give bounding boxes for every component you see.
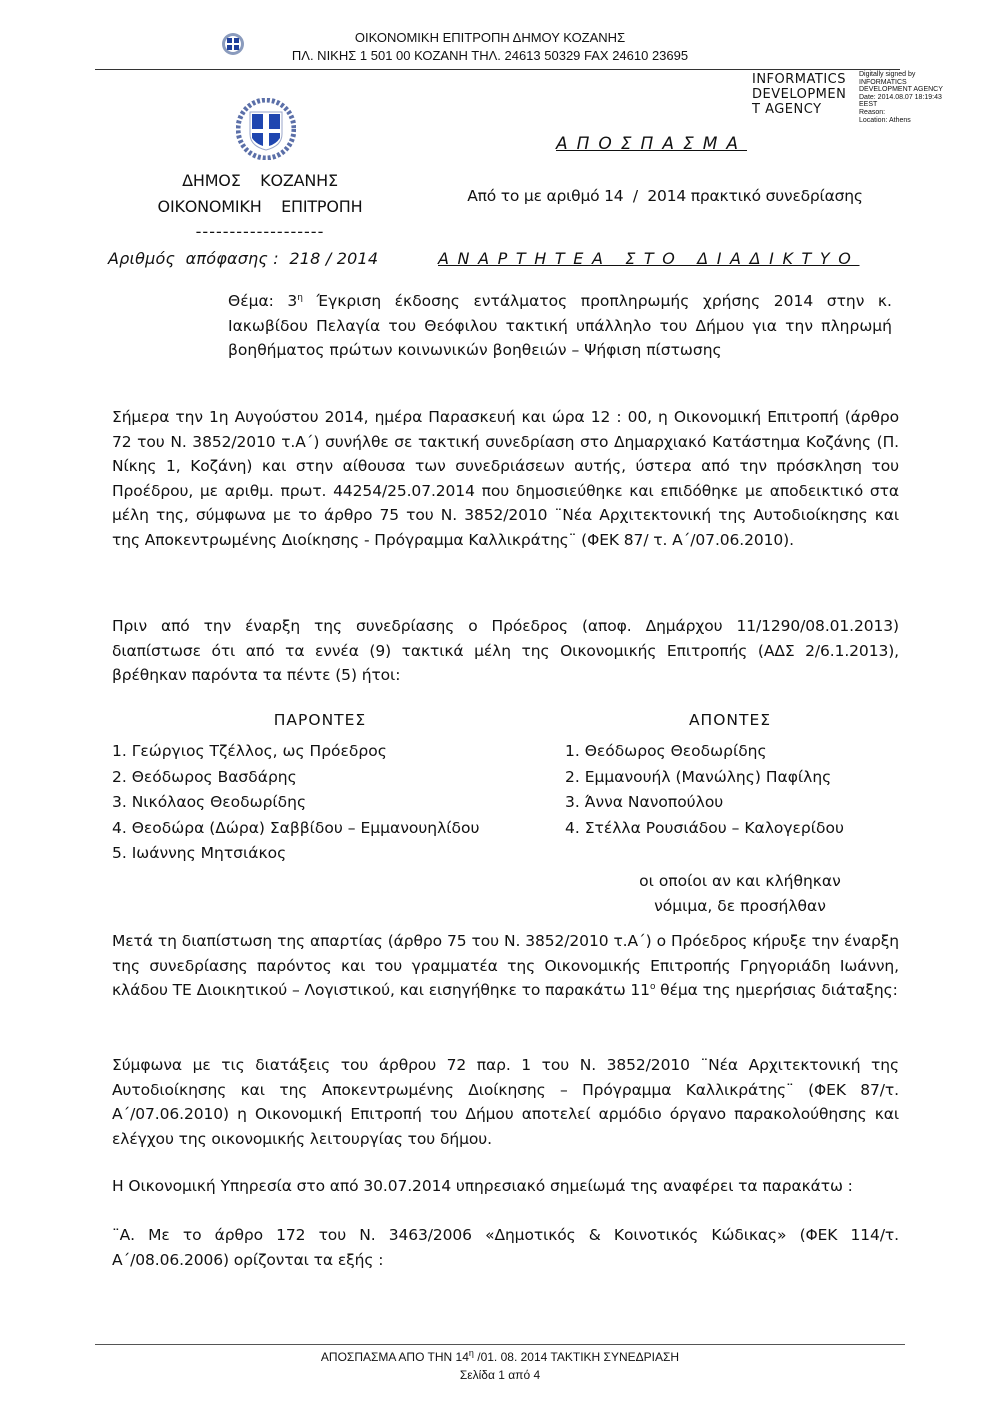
absent-note-line: οι οποίοι αν και κλήθηκαν bbox=[639, 872, 841, 890]
header-line-2: ΠΛ. ΝΙΚΗΣ 1 501 00 ΚΟΖΑΝΗ ΤΗΛ. 24613 50329 FAX 24610 23695 bbox=[291, 48, 689, 63]
footer-text-end: /01. 08. 2014 ΤΑΚΤΙΚΗ ΣΥΝΕΔΡΙΑΣΗ bbox=[473, 1350, 680, 1364]
absent-note-line: νόμιμα, δε προσήλθαν bbox=[654, 897, 826, 915]
signature-agency-line: INFORMATICS bbox=[752, 72, 847, 87]
footer-text: ΑΠΟΣΠΑΣΜΑ ΑΠΟ ΤΗΝ 14 bbox=[320, 1350, 469, 1364]
subject-sup: η bbox=[297, 292, 303, 303]
header-emblem-small bbox=[221, 32, 245, 56]
header-rule bbox=[95, 69, 900, 70]
present-member: 4. Θεοδώρα (Δώρα) Σαββίδου – Εμμανουηλίδου bbox=[112, 818, 480, 837]
footer-rule bbox=[95, 1344, 905, 1345]
paragraph-meeting-intro: Σήμερα την 1η Αυγούστου 2014, ημέρα Παρασκευή και ώρα 12 : 00, η Οικονομική Επιτροπή (άρθρο 72 του Ν. 3852/2010 τ.Α΄) συνήλθε σε τακτική συνεδρίαση στο Δημαρχιακό Κατάστημα Κοζάνης (Π. Νίκης 1, Κοζάνη) και στην αίθουσα των συνεδριάσεων αυτής, ύστερα από την πρόσκληση του Προέδρου, με αριθμ. πρωτ. 44254/25.07.2014 που δημοσιεύθηκε και επιδόθηκε με αποδεικτικό στα μέλη της, σύμφωνα με το άρθρο 75 του Ν. 3852/2010 ¨Νέα Αρχιτεκτονική της Αυτοδιοίκησης και της Αποκεντρωμένης Διοίκησης - Πρόγραμμα Καλλικράτης¨ (ΦΕΚ 87/ τ. Α΄/07.06.2010). bbox=[112, 408, 899, 549]
signature-detail-line: DEVELOPMENT AGENCY bbox=[859, 86, 943, 94]
minutes-reference: Από το με αριθμό 14 / 2014 πρακτικό συνεδρίασης bbox=[467, 187, 863, 205]
paragraph-legal-basis: Σύμφωνα με τις διατάξεις του άρθρου 72 παρ. 1 του Ν. 3852/2010 ¨Νέα Αρχιτεκτονική της Αυτοδιοίκησης και της Αποκεντρωμένης Διοίκησης – Πρόγραμμα Καλλικράτης¨ (ΦΕΚ 87/τ. Α΄/07.06.2010) η Οικονομική Επιτροπή του Δήμου αποτελεί αρμόδιο όργανο παρακολούθησης και ελέγχου της οικονομικής λειτουργίας του δήμου. bbox=[112, 1056, 899, 1148]
publish-notice: ΑΝΑΡΤΗΤΕΑ ΣΤΟ ΔΙΑΔΙΚΤΥΟ bbox=[438, 249, 860, 268]
present-member: 3. Νικόλαος Θεοδωρίδης bbox=[112, 793, 307, 811]
signature-detail-line: EEST bbox=[859, 101, 878, 109]
paragraph-agenda-sup: ο bbox=[649, 981, 656, 992]
signature-agency-line: DEVELOPMEN bbox=[752, 87, 847, 102]
page-number: Σελίδα 1 από 4 bbox=[459, 1368, 541, 1382]
paragraph-agenda bbox=[112, 929, 899, 1003]
dash-separator: ------------------- bbox=[195, 222, 325, 241]
paragraph-quorum: Πριν από την έναρξη της συνεδρίασης ο Πρόεδρος (αποφ. Δημάρχου 11/1290/08.01.2013) διαπίστωσε ότι από τα εννέα (9) τακτικά μέλη της Οικονομικής Επιτροπής (ΑΔΣ 2/6.1.2013), βρέθηκαν παρόντα τα πέντε (5) ήτοι: bbox=[112, 617, 899, 684]
municipality-name: ΔΗΜΟΣ ΚΟΖΑΝΗΣ bbox=[182, 171, 338, 190]
absent-heading: ΑΠΟΝΤΕΣ bbox=[688, 711, 772, 729]
signature-details bbox=[859, 71, 943, 124]
present-member: 2. Θεόδωρος Βασδάρης bbox=[112, 767, 297, 786]
absent-list bbox=[565, 739, 844, 841]
coat-of-arms-icon bbox=[236, 98, 296, 160]
header-line-1: ΟΙΚΟΝΟΜΙΚΗ ΕΠΙΤΡΟΠΗ ΔΗΜΟΥ ΚΟΖΑΝΗΣ bbox=[354, 30, 626, 45]
signature-detail-line: Location: Athens bbox=[859, 116, 911, 124]
paragraph-agenda-text: Μετά τη διαπίστωση της απαρτίας (άρθρο 75 του Ν. 3852/2010 τ.Α΄) ο Πρόεδρος κήρυξε την έναρξη της συνεδρίασης παρόντος και του γραμματέα της Οικονομικής Επιτροπής Γρηγοριάδη Ιωάννη, κλάδου ΤΕ Διοικητικού – Λογιστικού, και εισηγήθηκε το παρακάτω 11 bbox=[112, 932, 899, 999]
absent-member: 3. Άννα Νανοπούλου bbox=[565, 793, 724, 811]
decision-number: Αριθμός απόφασης : 218 / 2014 bbox=[108, 249, 379, 268]
absent-member: 2. Εμμανουήλ (Μανώλης) Παφίλης bbox=[565, 767, 832, 786]
absent-member: 4. Στέλλα Ρουσιάδου – Καλογερίδου bbox=[565, 818, 844, 837]
footer-sup: η bbox=[468, 1348, 474, 1358]
absent-member: 1. Θεόδωρος Θεοδωρίδης bbox=[565, 742, 767, 760]
present-heading: ΠΑΡΟΝΤΕΣ bbox=[273, 711, 367, 729]
coat-of-arms-icon bbox=[221, 32, 245, 56]
present-member: 5. Ιωάννης Μητσιάκος bbox=[112, 844, 287, 862]
present-list bbox=[112, 739, 479, 867]
paragraph-finance-service: Η Οικονομική Υπηρεσία στο από 30.07.2014 υπηρεσιακό σημείωμά της αναφέρει τα παρακάτω : bbox=[112, 1177, 853, 1195]
signature-detail-line: Reason: bbox=[859, 108, 886, 116]
signature-detail-line: Digitally signed by bbox=[859, 71, 916, 78]
subject-prefix: Θέμα: 3 bbox=[228, 292, 298, 310]
footer-line-1 bbox=[0, 1350, 1000, 1364]
signature-detail-line: INFORMATICS bbox=[859, 78, 907, 86]
emblem-large bbox=[236, 98, 296, 160]
committee-name: ΟΙΚΟΝΟΜΙΚΗ ΕΠΙΤΡΟΠΗ bbox=[157, 197, 363, 216]
document-title: ΑΠΟΣΠΑΣΜΑ bbox=[556, 134, 747, 154]
signature-agency-line: T AGENCY bbox=[752, 102, 822, 117]
subject-text: Έγκριση έκδοσης εντάλματος προπληρωμής χρήσης 2014 στην κ. Ιακωβίδου Πελαγία του Θεόφιλου τακτική υπάλληλο του Δήμου για την πληρωμή βοηθήματος πρώτων κοινωνικών βοηθειών – Ψήφιση πίστωσης bbox=[228, 292, 892, 359]
signature-detail-line: Date: 2014.08.07 18:19:43 bbox=[859, 93, 942, 101]
signature-agency bbox=[752, 72, 846, 117]
paragraph-article-172: ¨Α. Με το άρθρο 172 του Ν. 3463/2006 «Δημοτικός & Κοινοτικός Κώδικας» (ΦΕΚ 114/τ. Α΄/08.06.2006) ορίζονται τα εξής : bbox=[112, 1226, 899, 1269]
absent-note bbox=[580, 869, 900, 919]
present-member: 1. Γεώργιος Τζέλλος, ως Πρόεδρος bbox=[112, 742, 387, 760]
paragraph-agenda-text-end: θέμα της ημερήσιας διάταξης: bbox=[655, 981, 898, 999]
subject-block bbox=[228, 289, 892, 363]
